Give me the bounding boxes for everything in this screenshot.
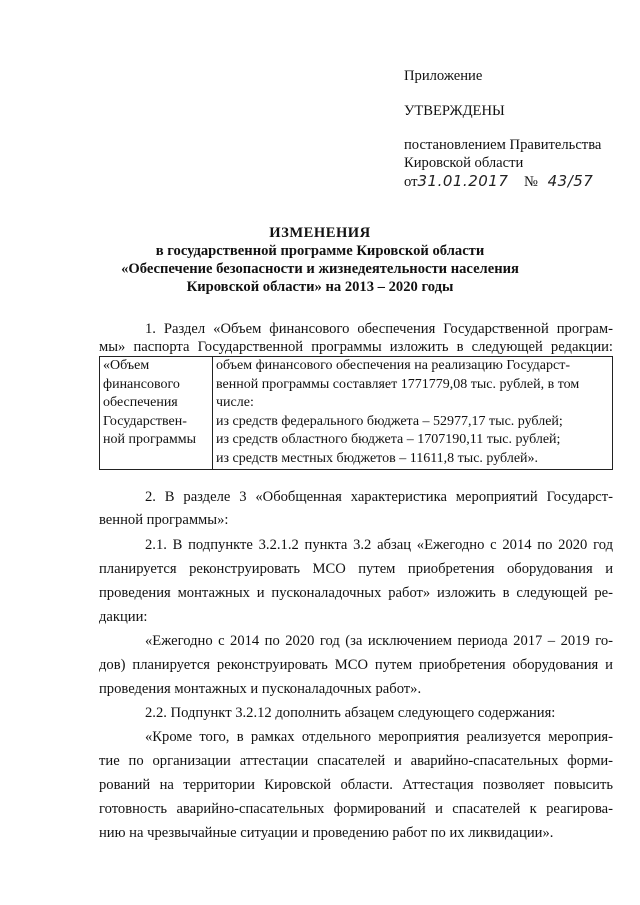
- approved-by-line2: Кировской области: [404, 155, 524, 171]
- cell-line: из средств местных бюджетов – 11611,8 тыс. рублей».: [216, 450, 539, 466]
- quote2-line1: «Кроме того, в рамках отдельного мероприятия реализуется мероприя-: [145, 729, 613, 745]
- cell-line: финансового: [103, 376, 180, 392]
- cell-line: «Объем: [103, 358, 150, 373]
- handwritten-date: 31.01.2017: [417, 172, 509, 190]
- appendix-label: Приложение: [404, 68, 483, 84]
- cell-line: ной программы: [103, 432, 197, 448]
- title-line3: «Обеспечение безопасности и жизнедеятельности населения: [121, 261, 519, 277]
- cell-line: из средств федерального бюджета – 52977,17 тыс. рублей;: [216, 413, 563, 429]
- cell-line: обеспечения: [103, 395, 178, 411]
- number-sign: №: [524, 174, 538, 190]
- table-row: [100, 357, 613, 470]
- quote2-line3: рований на территории Кировской области. Аттестация позволяет повысить: [99, 777, 613, 793]
- approved-label: УТВЕРЖДЕНЫ: [404, 103, 505, 119]
- title-line4: Кировской области» на 2013 – 2020 годы: [186, 279, 454, 295]
- quote2-line4: готовность аварийно-спасательных формирований и спасателей к реагирова-: [99, 801, 613, 817]
- financing-table: [99, 356, 613, 470]
- document-title: ИЗМЕНЕНИЯ: [269, 225, 371, 241]
- item2-line1: 2. В разделе 3 «Обобщенная характеристика мероприятий Государст-: [145, 489, 613, 505]
- item1-line2: мы» паспорта Государственной программы изложить в следующей редакции:: [99, 339, 613, 355]
- item22-line1: 2.2. Подпункт 3.2.12 дополнить абзацем следующего содержания:: [145, 705, 556, 721]
- cell-line: из средств областного бюджета – 1707190,11 тыс. рублей;: [216, 432, 561, 448]
- table-cell-value: [213, 357, 613, 470]
- quote2-line5: нию на чрезвычайные ситуации и проведению работ по их ликвидации».: [99, 825, 554, 841]
- quote1-line1: «Ежегодно с 2014 по 2020 год (за исключением периода 2017 – 2019 го-: [145, 633, 613, 649]
- item21-line3: проведения монтажных и пусконаладочных работ» изложить в следующей ре-: [99, 585, 613, 601]
- cell-line: Государствен-: [103, 413, 187, 429]
- item21-line2: планируется реконструировать МСО путем приобретения оборудования и: [99, 561, 613, 577]
- quote1-line2: дов) планируется реконструировать МСО путем приобретения оборудования и: [99, 657, 613, 673]
- title-line2: в государственной программе Кировской области: [155, 243, 485, 259]
- cell-line: числе:: [216, 395, 254, 411]
- item2-line2: венной программы»:: [99, 512, 229, 528]
- table-cell-label: [100, 357, 213, 470]
- approved-by-line1: постановлением Правительства: [404, 137, 602, 153]
- handwritten-number: 43/57: [547, 172, 594, 190]
- item21-line4: дакции:: [99, 609, 148, 625]
- item1-line1: 1. Раздел «Объем финансового обеспечения Государственной програм-: [145, 321, 613, 337]
- date-prefix: от: [404, 174, 418, 190]
- approval-date-line: [404, 172, 593, 191]
- cell-line: венной программы составляет 1771779,08 тыс. рублей, в том: [216, 376, 580, 392]
- quote1-line3: проведения монтажных и пусконаладочных работ».: [99, 681, 422, 697]
- cell-line: объем финансового обеспечения на реализацию Государст-: [216, 358, 571, 373]
- item21-line1: 2.1. В подпункте 3.2.1.2 пункта 3.2 абзац «Ежегодно с 2014 по 2020 год: [145, 537, 613, 553]
- quote2-line2: тие по организации аттестации спасателей и аварийно-спасательных форми-: [99, 753, 613, 769]
